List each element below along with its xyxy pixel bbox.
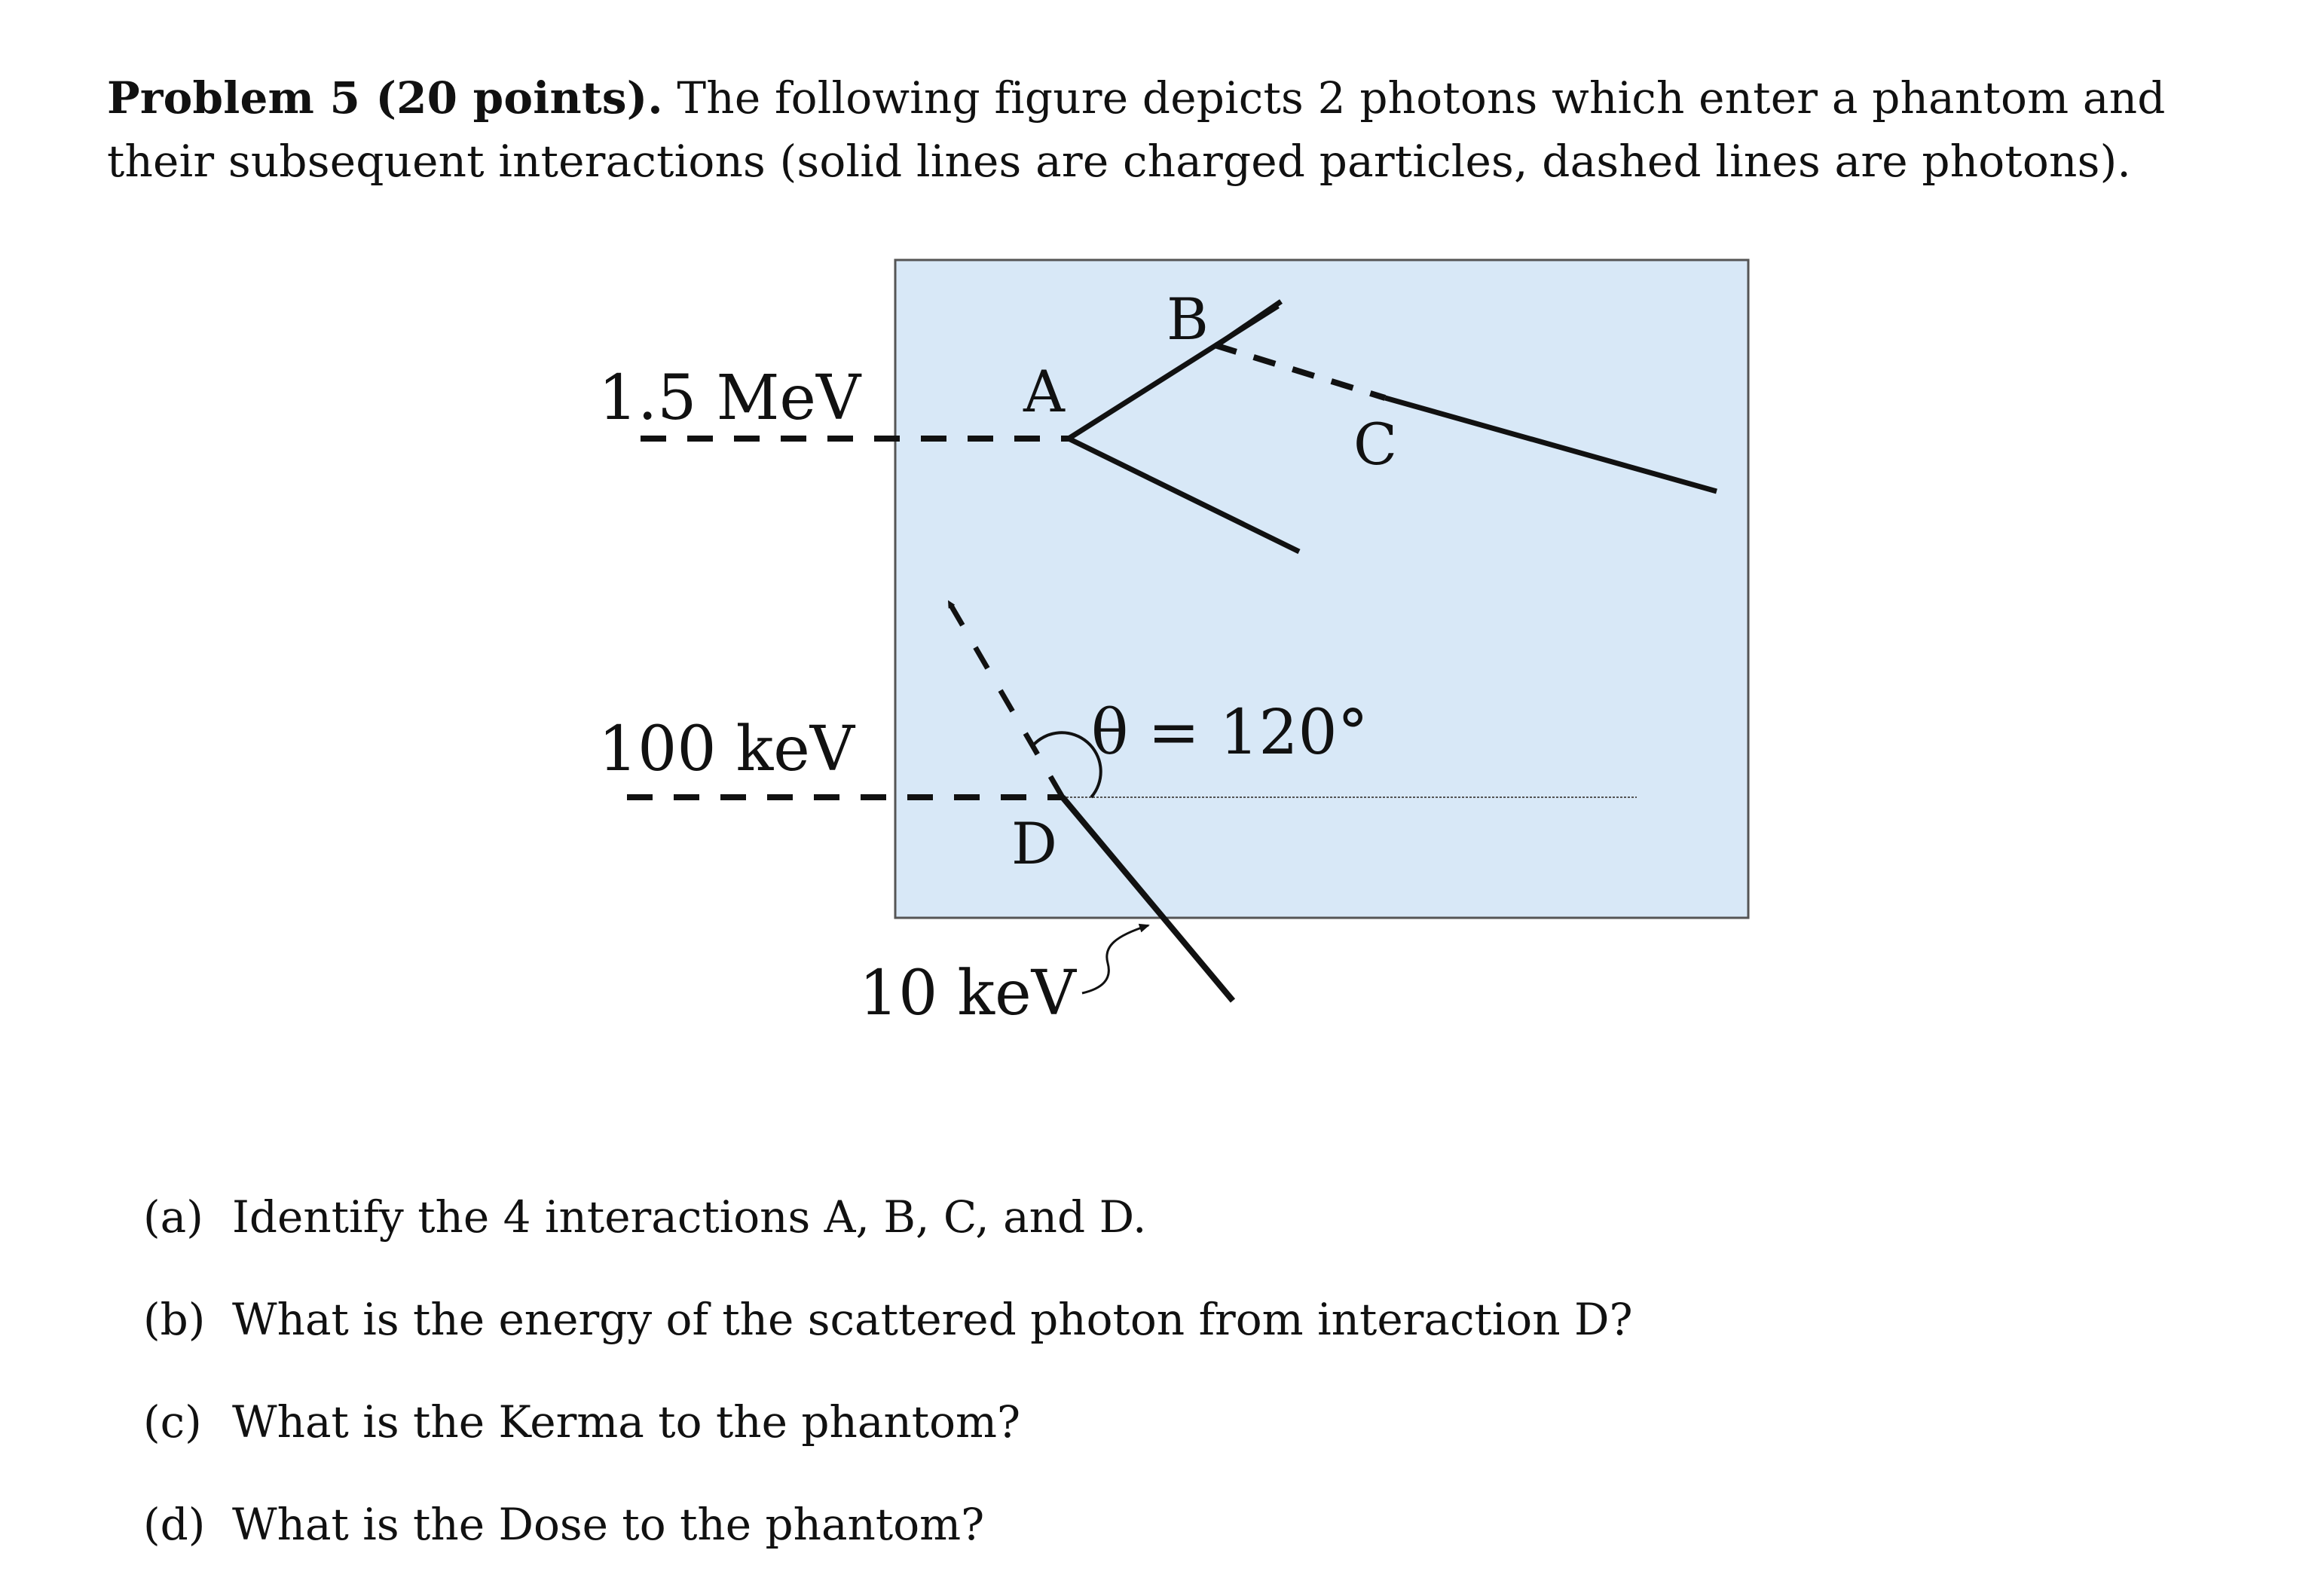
- question-label: (d): [143, 1499, 206, 1550]
- question-text: What is the Kerma to the phantom?: [232, 1396, 1021, 1448]
- question-d: [143, 1491, 1633, 1593]
- electron-energy-label: 10 keV: [859, 958, 1076, 1029]
- question-a: [143, 1183, 1633, 1286]
- point-a-label: A: [1023, 358, 1065, 425]
- question-label: (c): [143, 1396, 202, 1448]
- question-list: [143, 1183, 1633, 1593]
- question-text: Identify the 4 interactions A, B, C, and D.: [232, 1191, 1147, 1243]
- question-label: (b): [143, 1294, 206, 1345]
- question-text: What is the Dose to the phantom?: [232, 1499, 985, 1550]
- photon-low-energy-label: 100 keV: [598, 714, 855, 785]
- question-b: [143, 1286, 1633, 1388]
- question-label: (a): [143, 1191, 203, 1243]
- point-d-label: D: [1011, 810, 1057, 877]
- point-c-label: C: [1353, 411, 1398, 478]
- energy-pointer: [1082, 925, 1148, 993]
- scattering-angle-label: θ = 120°: [1091, 697, 1368, 769]
- question-c: [143, 1388, 1633, 1491]
- problem-heading: Problem 5 (20 points).: [107, 72, 663, 124]
- point-b-label: B: [1167, 286, 1209, 353]
- question-text: What is the energy of the scattered photon from interaction D?: [232, 1294, 1633, 1345]
- problem-text: The following figure depicts 2 photons which enter a phantom and their subsequent interactions (solid lines are charged particles, dashed lines are photons).: [107, 72, 2166, 187]
- photon-high-energy-label: 1.5 MeV: [598, 362, 861, 434]
